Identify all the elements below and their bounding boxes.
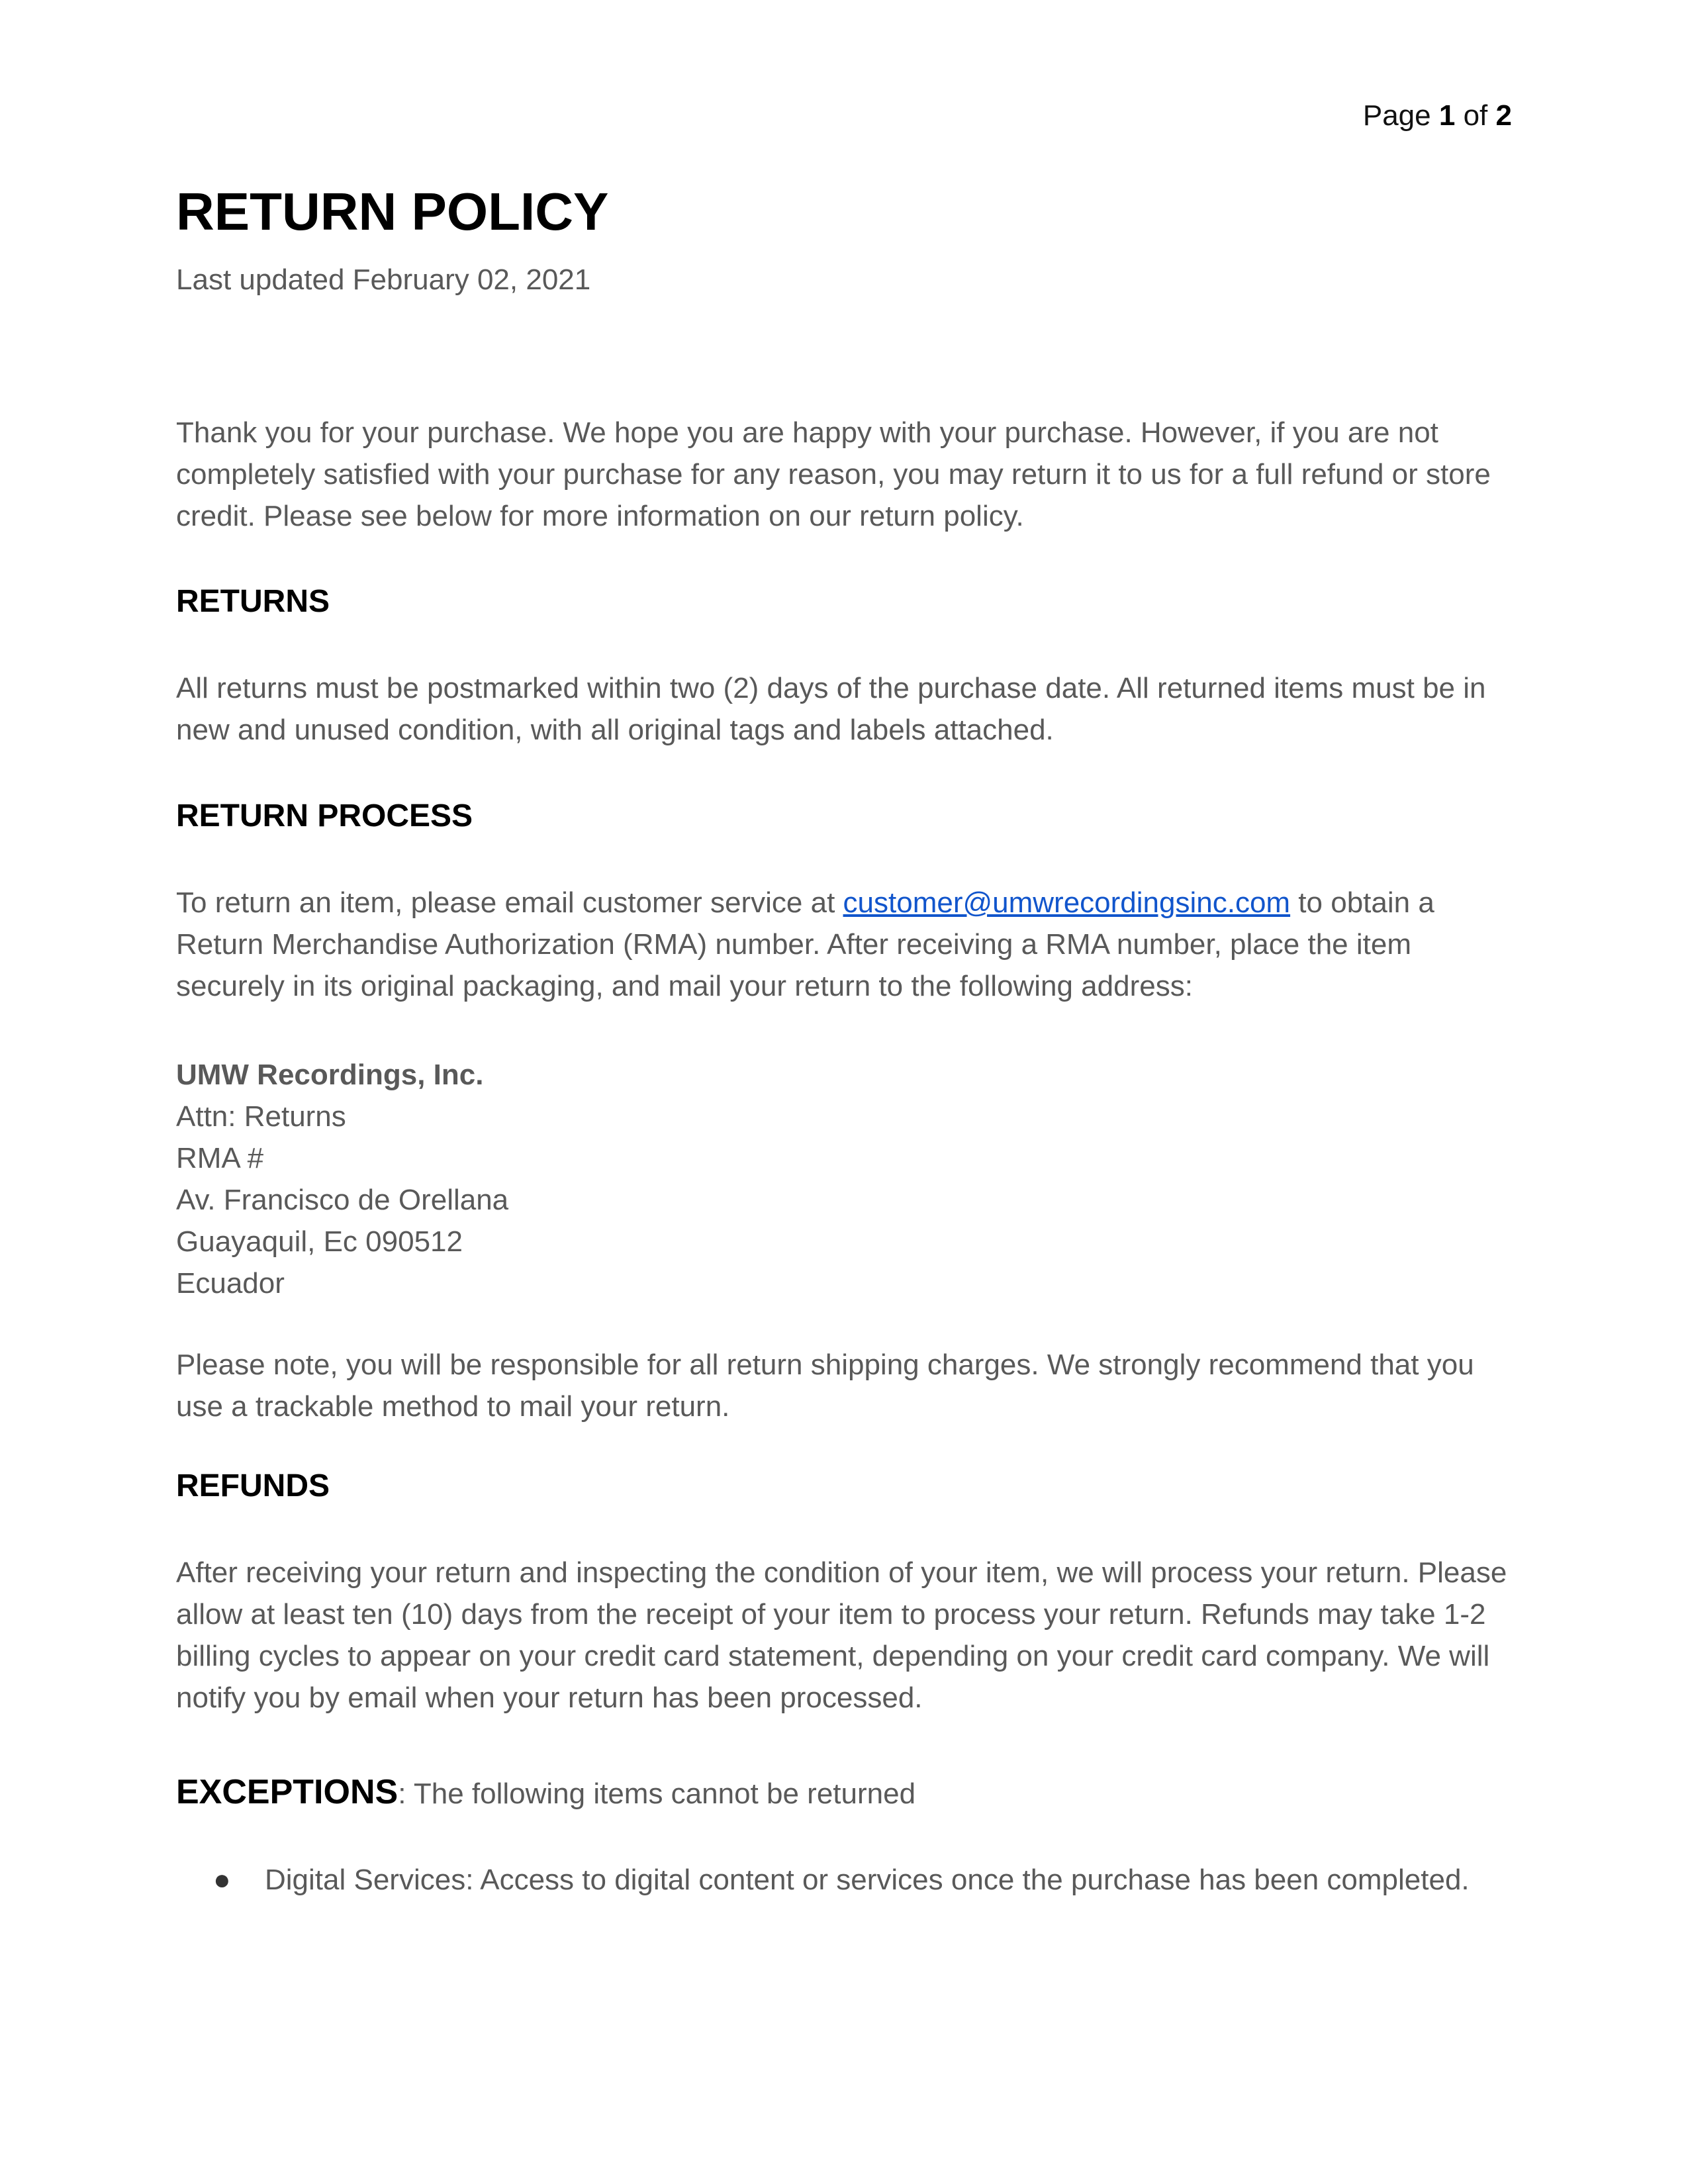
return-process-text-after: to obtain a Return Merchandise Authorization (RMA) number. After receiving a RMA number, place the item securely in its original packaging, and mail your return to the following address:: [176, 886, 1434, 1002]
returns-heading: RETURNS: [176, 584, 330, 619]
page-label: Page: [1362, 99, 1431, 132]
page-total: 2: [1495, 99, 1512, 132]
returns-paragraph: All returns must be postmarked within two (2) days of the purchase date. All returned items must be in new and unused condition, with all original tags and labels attached.: [176, 672, 1486, 746]
exceptions-line: [176, 1772, 915, 1813]
address-rma: RMA #: [176, 1142, 264, 1174]
shipping-note-paragraph: Please note, you will be responsible for all return shipping charges. We strongly recommend that you use a trackable method to mail your return.: [176, 1349, 1474, 1423]
intro-paragraph: Thank you for your purchase. We hope you are happy with your purchase. However, if you are not completely satisfied with your purchase for any reason, you may return it to us for a full refund or store credit. Please see below for more information on our return policy.: [176, 416, 1491, 532]
page-indicator: [1363, 99, 1512, 132]
list-item: [176, 1859, 1512, 1901]
document-page: [176, 0, 1512, 2184]
exception-item-text: Digital Services: Access to digital content or services once the purchase has been completed.: [265, 1864, 1470, 1896]
address-attn: Attn: Returns: [176, 1100, 346, 1133]
refunds-heading: REFUNDS: [176, 1468, 330, 1503]
address-city: Guayaquil, Ec 090512: [176, 1225, 463, 1258]
address-street: Av. Francisco de Orellana: [176, 1184, 509, 1216]
return-process-heading: RETURN PROCESS: [176, 798, 473, 833]
return-process-text-before: To return an item, please email customer service at: [176, 886, 843, 919]
refunds-paragraph: After receiving your return and inspecting the condition of your item, we will process your return. Please allow at least ten (10) days from the receipt of your item to process your return. Refunds may take 1-2 billing cycles to appear on your credit card statement, depending on your credit card company. We will notify you by email when your return has been processed.: [176, 1556, 1507, 1714]
last-updated-date: Last updated February 02, 2021: [176, 263, 591, 296]
return-process-paragraph: [176, 882, 1512, 1007]
exceptions-heading: EXCEPTIONS: [176, 1773, 399, 1811]
page-title: RETURN POLICY: [176, 182, 609, 241]
bullet-icon: ●: [213, 1864, 231, 1896]
exceptions-intro: : The following items cannot be returned: [398, 1778, 916, 1810]
page-current: 1: [1438, 99, 1456, 132]
customer-service-email-link[interactable]: customer@umwrecordingsinc.com: [843, 886, 1291, 919]
address-country: Ecuador: [176, 1267, 285, 1300]
address-company: UMW Recordings, Inc.: [176, 1059, 484, 1091]
page-of-label: of: [1463, 99, 1488, 132]
return-address: [176, 1054, 508, 1304]
